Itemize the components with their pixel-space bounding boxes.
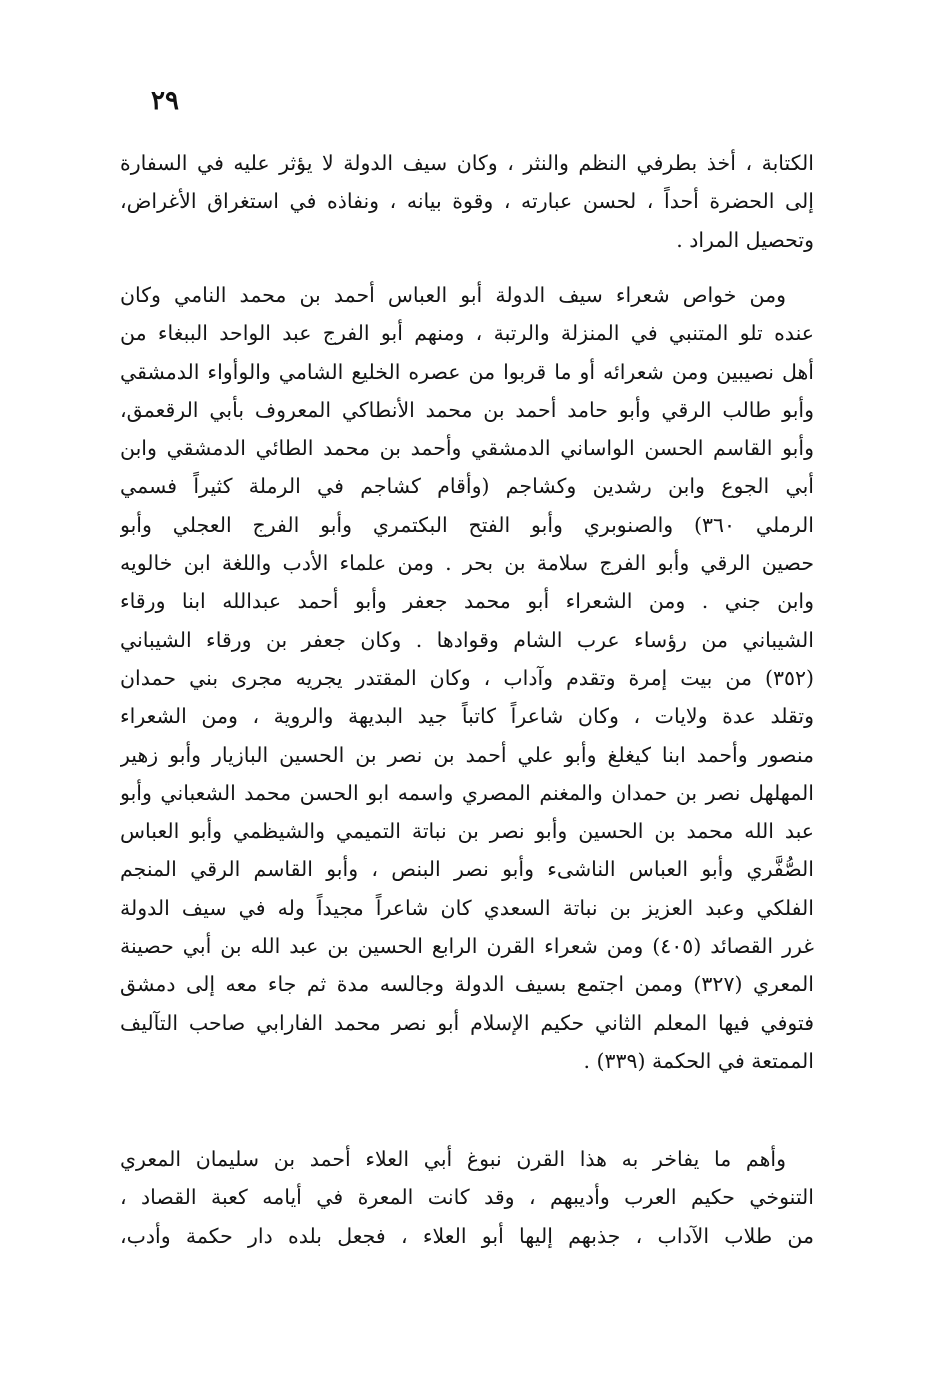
text-line: الشيباني من رؤساء عرب الشام وقوادها . وكان جعفر بن ورقاء الشيباني [120,627,814,652]
text-line: وابن جني . ومن الشعراء أبو محمد جعفر وأبو أحمد عبدالله ابنا ورقاء [120,589,814,614]
text-line: الممتعة في الحكمة (٣٣٩) . [583,1048,814,1073]
text-line: الصُّفَّري وأبو العباس الناشىء وأبو نصر البنص ، وأبو القاسم الرقي المنجم [120,857,814,882]
paragraph-2 [120,276,814,1080]
text-line: وأهم ما يفاخر به هذا القرن نبوغ أبي العلاء أحمد بن سليمان المعري [120,1147,786,1171]
text-line: وأبو القاسم الحسن الواساني الدمشقي وأحمد بن محمد الطائي الدمشقي وابن [120,436,814,461]
text-line: وتحصيل المراد . [676,227,814,252]
text-line: وأبو طالب الرقي وأبو حامد أحمد بن محمد الأنطاكي المعروف بأبي الرقعمق، [120,397,814,422]
text-line: وتقلد عدة ولايات ، وكان شاعراً كاتباً جيد البديهة والروية ، ومن الشعراء [120,704,814,729]
text-line: عبد الله محمد بن الحسين وأبو نصر بن نباتة التميمي والشيظمي وأبو العباس [120,819,814,844]
text-line: الرملي ٣٦٠) والصنوبري وأبو الفتح البكتمري وأبو الفرج العجلي وأبو [120,512,814,537]
text-line: أبي الجوع وابن رشدين وكشاجم (وأقام كشاجم في الرملة كثيراً فسمي [120,474,814,499]
text-line: الفلكي وعبد العزيز بن نباتة السعدي كان شاعراً مجيداً وله في سيف الدولة [120,895,814,920]
text-line: غرر القصائد (٤٠٥) ومن شعراء القرن الرابع الحسين بن عبد الله بن أبي حصينة [120,934,814,959]
text-line: المعري (٣٢٧) وممن اجتمع بسيف الدولة وجالسه مدة ثم جاء معه إلى دمشق [120,972,814,997]
paragraph-1 [120,144,814,259]
text-line: الكتابة ، أخذ بطرفي النظم والنثر ، وكان سيف الدولة لا يؤثر عليه في السفارة [120,151,814,175]
text-line: التنوخي حكيم العرب وأديبهم ، وقد كانت المعرة في أيامه كعبة القصاد ، [120,1185,814,1210]
text-line: حصين الرقي وأبو الفرج سلامة بن بحر . ومن علماء الأدب واللغة ابن خالويه [120,551,814,576]
text-line: المهلهل نصر بن حمدان والمغنم المصري واسمه ابو الحسن محمد الشعباني وأبو [120,780,814,805]
text-line: (٣٥٢) من بيت إمرة وتقدم وآداب ، وكان المقتدر يجريه مجرى بني حمدان [120,665,814,690]
text-line: ومن خواص شعراء سيف الدولة أبو العباس أحمد بن محمد النامي وكان [120,283,786,307]
text-line: إلى الحضرة أحداً ، لحسن عبارته ، وقوة بيانه ، ونفاذه في استغراق الأغراض، [120,189,814,214]
text-line: من طلاب الآداب ، جذبهم إليها أبو العلاء ، فجعل بلده دار حكمة وأدب، [120,1223,814,1248]
page-number: ٢٩ [151,86,179,116]
text-line: منصور وأحمد ابنا كيغلغ وأبو علي أحمد بن نصر بن الحسين البازيار وأبو زهير [120,742,814,767]
paragraph-3 [120,1140,814,1255]
text-line: عنده تلو المتنبي في المنزلة والرتبة ، ومنهم أبو الفرج عبد الواحد الببغاء من [120,321,814,346]
text-line: أهل نصيبين ومن شعرائه أو ما قربوا من عصره الخليع الشامي والوأواء الدمشقي [120,359,814,384]
text-line: فتوفي فيها المعلم الثاني حكيم الإسلام أبو نصر محمد الفارابي صاحب التآليف [120,1010,814,1035]
